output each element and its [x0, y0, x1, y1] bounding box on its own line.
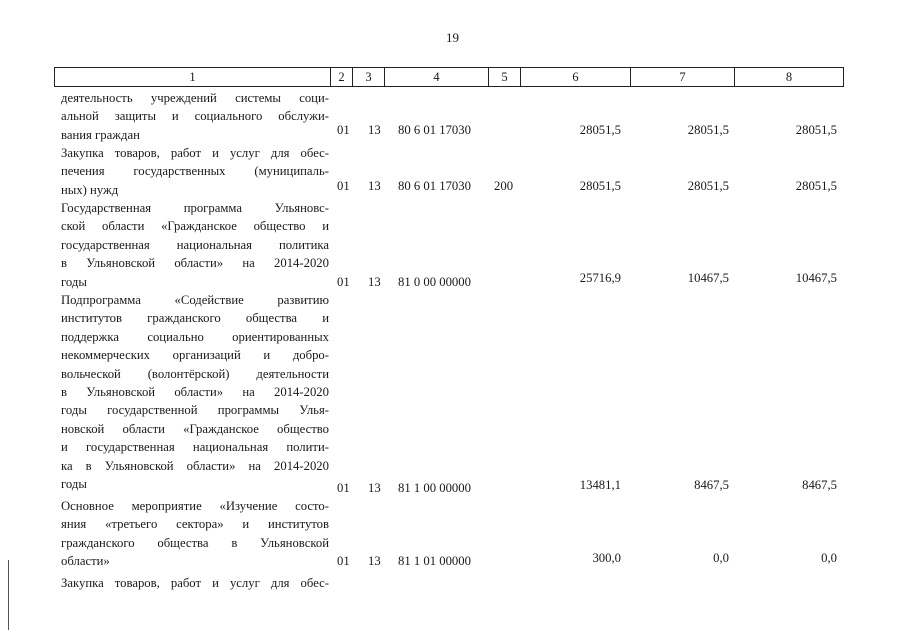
cell-subsection: 13	[368, 481, 381, 495]
cell-subsection: 13	[368, 123, 381, 137]
cell-amount-2: 28051,5	[687, 123, 729, 137]
row-description	[61, 144, 329, 199]
description-line: Государственная программа Ульяновс-	[61, 201, 329, 215]
cell-amount-1: 28051,5	[579, 179, 621, 193]
row-description	[61, 574, 329, 592]
cell-amount-3: 28051,5	[795, 123, 837, 137]
page-number: 19	[446, 30, 459, 45]
cell-section: 01	[337, 179, 350, 193]
cell-section: 01	[337, 123, 350, 137]
description-line: новской области «Гражданское общество	[61, 421, 329, 436]
row-description	[61, 89, 329, 144]
cell-amount-3: 0,0	[821, 551, 837, 565]
description-line: Основное мероприятие «Изучение состо-	[61, 499, 329, 513]
cell-amount-1: 13481,1	[579, 478, 621, 492]
description-line: яния «третьего сектора» и институтов	[61, 517, 329, 532]
row-description	[61, 199, 329, 291]
description-line: альной защиты и социального обслужи-	[61, 109, 329, 124]
description-line: и государственная национальная полити-	[61, 440, 329, 455]
cell-section: 01	[337, 481, 350, 495]
cell-subsection: 13	[368, 275, 381, 289]
description-line: вольческой (волонтёрской) деятельности	[61, 366, 329, 381]
cell-section: 01	[337, 275, 350, 289]
description-line: ка в Ульяновской области» на 2014-2020	[61, 458, 329, 473]
cell-amount-1: 25716,9	[579, 271, 621, 285]
header-col-8: 8	[785, 70, 793, 84]
header-col-5: 5	[489, 68, 521, 86]
cell-target-article: 81 0 00 00000	[398, 275, 471, 289]
description-line: в Ульяновской области» на 2014-2020	[61, 385, 329, 400]
description-line: Подпрограмма «Содействие развитию	[61, 293, 329, 307]
description-line: институтов гражданского общества и	[61, 311, 329, 326]
description-line: в Ульяновской области» на 2014-2020	[61, 256, 329, 271]
cell-subsection: 13	[368, 179, 381, 193]
cell-amount-3: 28051,5	[795, 179, 837, 193]
description-line: ской области «Гражданское общество и	[61, 219, 329, 234]
description-line: Закупка товаров, работ и услуг для обес-	[61, 146, 329, 160]
cell-amount-1: 28051,5	[579, 123, 621, 137]
description-line: ных) нужд	[61, 182, 119, 197]
description-line: государственная национальная политика	[61, 237, 329, 252]
header-col-1: 1	[55, 68, 331, 86]
cell-amount-1: 300,0	[592, 551, 621, 565]
cell-target-article: 81 1 01 00000	[398, 554, 471, 568]
row-description	[61, 291, 329, 493]
cell-target-article: 80 6 01 17030	[398, 179, 471, 193]
description-line: годы	[61, 274, 87, 289]
cell-expense-type: 200	[494, 179, 514, 193]
description-line: вания граждан	[61, 127, 140, 142]
row-description	[61, 497, 329, 571]
cell-target-article: 81 1 00 00000	[398, 481, 471, 495]
header-col-2: 2	[331, 68, 353, 86]
cell-amount-3: 8467,5	[802, 478, 837, 492]
cell-amount-2: 0,0	[713, 551, 729, 565]
cell-target-article: 80 6 01 17030	[398, 123, 471, 137]
cell-section: 01	[337, 554, 350, 568]
description-line: поддержка социально ориентированных	[61, 329, 329, 344]
description-line: деятельность учреждений системы соци-	[61, 91, 329, 105]
header-col-7: 7	[631, 68, 735, 86]
description-line: некоммерческих организаций и добро-	[61, 348, 329, 363]
header-col-6: 6	[521, 68, 631, 86]
cell-amount-3: 10467,5	[795, 271, 837, 285]
cell-amount-2: 28051,5	[687, 179, 729, 193]
description-line: области»	[61, 554, 110, 569]
scan-edge-mark	[8, 560, 9, 630]
cell-amount-2: 10467,5	[687, 271, 729, 285]
description-line: годы	[61, 477, 87, 492]
header-col-3: 3	[353, 68, 385, 86]
header-col-4: 4	[385, 68, 489, 86]
description-line: Закупка товаров, работ и услуг для обес-	[61, 576, 329, 590]
description-line: печения государственных (муниципаль-	[61, 164, 329, 179]
cell-amount-2: 8467,5	[694, 478, 729, 492]
description-line: годы государственной программы Улья-	[61, 403, 329, 418]
description-line: гражданского общества в Ульяновской	[61, 535, 329, 550]
table-header	[54, 67, 844, 87]
cell-subsection: 13	[368, 554, 381, 568]
